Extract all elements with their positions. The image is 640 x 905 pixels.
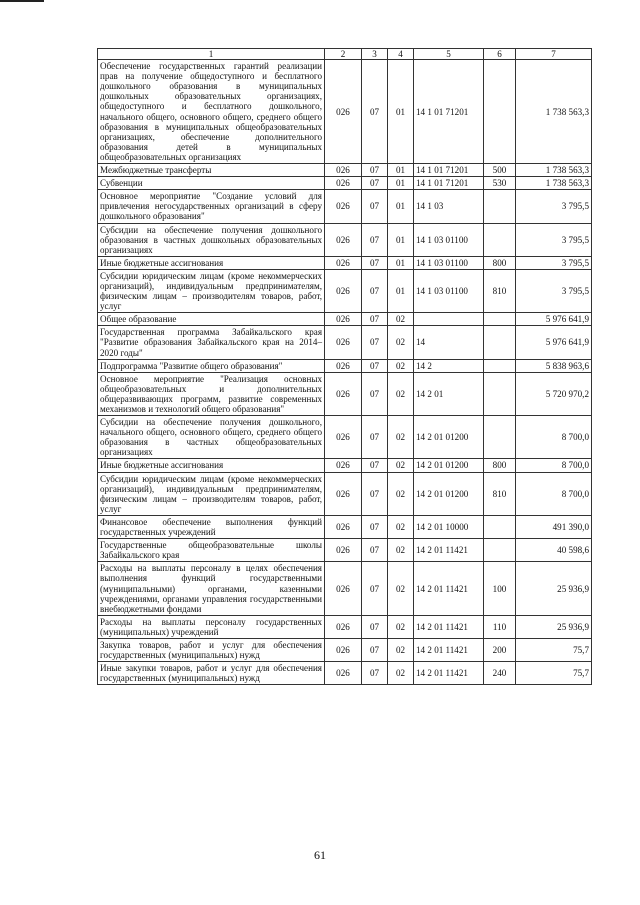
row-name-cell: Субсидии юридическим лицам (кроме некоммерческих организаций), индивидуальным предпринимателям, физическим лицам – производителям товаров, работ, услуг [98, 269, 325, 312]
row-col-7-cell: 8 700,0 [516, 472, 592, 515]
row-col-3-cell: 07 [362, 515, 388, 538]
row-name-cell: Иные бюджетные ассигнования [98, 256, 325, 269]
table-row [98, 539, 592, 562]
table-row [98, 372, 592, 415]
row-col-7-cell: 8 700,0 [516, 459, 592, 472]
row-name-cell: Иные бюджетные ассигнования [98, 459, 325, 472]
row-col-2-cell: 026 [325, 638, 362, 661]
table-row [98, 416, 592, 459]
row-col-6-cell: 110 [484, 615, 516, 638]
table-row [98, 472, 592, 515]
row-col-5-cell: 14 1 01 71201 [414, 60, 484, 164]
row-col-6-cell: 800 [484, 459, 516, 472]
row-col-6-cell: 240 [484, 662, 516, 685]
row-col-2-cell: 026 [325, 562, 362, 615]
row-col-2-cell: 026 [325, 539, 362, 562]
table-row [98, 164, 592, 177]
row-col-3-cell: 07 [362, 326, 388, 359]
row-col-3-cell: 07 [362, 562, 388, 615]
row-col-3-cell: 07 [362, 638, 388, 661]
row-col-4-cell: 01 [388, 223, 414, 256]
row-col-5-cell: 14 2 01 11421 [414, 539, 484, 562]
row-col-4-cell: 02 [388, 638, 414, 661]
row-col-7-cell: 3 795,5 [516, 223, 592, 256]
table-row [98, 269, 592, 312]
table-body [98, 60, 592, 685]
row-name-cell: Общее образование [98, 313, 325, 326]
row-col-4-cell: 01 [388, 269, 414, 312]
row-col-5-cell: 14 1 03 01100 [414, 256, 484, 269]
table-row [98, 459, 592, 472]
row-col-6-cell [484, 326, 516, 359]
row-col-6-cell [484, 539, 516, 562]
row-col-2-cell: 026 [325, 313, 362, 326]
row-col-7-cell: 40 598,6 [516, 539, 592, 562]
row-col-3-cell: 07 [362, 662, 388, 685]
table-row [98, 313, 592, 326]
row-col-2-cell: 026 [325, 60, 362, 164]
row-col-4-cell: 02 [388, 515, 414, 538]
row-col-7-cell: 8 700,0 [516, 416, 592, 459]
row-col-4-cell: 01 [388, 177, 414, 190]
row-col-5-cell: 14 2 01 11421 [414, 662, 484, 685]
row-col-7-cell: 25 936,9 [516, 562, 592, 615]
row-col-7-cell: 5 976 641,9 [516, 326, 592, 359]
row-col-7-cell: 5 976 641,9 [516, 313, 592, 326]
row-col-6-cell [484, 223, 516, 256]
row-col-3-cell: 07 [362, 459, 388, 472]
row-col-5-cell: 14 2 01 01200 [414, 416, 484, 459]
row-col-2-cell: 026 [325, 164, 362, 177]
table-header-row [98, 49, 592, 60]
row-col-3-cell: 07 [362, 256, 388, 269]
row-col-5-cell: 14 2 01 01200 [414, 459, 484, 472]
row-col-7-cell: 5 838 963,6 [516, 359, 592, 372]
row-col-3-cell: 07 [362, 190, 388, 223]
row-col-2-cell: 026 [325, 326, 362, 359]
row-name-cell: Обеспечение государственных гарантий реализации прав на получение общедоступного и бесплатного дошкольного образования в муниципальных дошкольных образовательных организациях, общедоступного и бесплатного дошкольного, начального общего, основного общего, среднего общего образования в муниципальных общеобразовательных организациях, обеспечение дополнительного образования детей в муниципальных общеобразовательных организациях [98, 60, 325, 164]
row-col-5-cell: 14 2 01 01200 [414, 472, 484, 515]
row-col-4-cell: 02 [388, 359, 414, 372]
row-col-5-cell: 14 1 03 01100 [414, 223, 484, 256]
row-col-4-cell: 01 [388, 256, 414, 269]
row-col-7-cell: 3 795,5 [516, 269, 592, 312]
row-col-6-cell [484, 515, 516, 538]
row-name-cell: Субсидии на обеспечение получения дошкольного, начального общего, основного общего, среднего общего образования в частных общеобразовательных организациях [98, 416, 325, 459]
row-name-cell: Иные закупки товаров, работ и услуг для обеспечения государственных (муниципальных) нужд [98, 662, 325, 685]
row-name-cell: Государственные общеобразовательные школы Забайкальского края [98, 539, 325, 562]
row-col-6-cell: 100 [484, 562, 516, 615]
row-col-2-cell: 026 [325, 177, 362, 190]
row-name-cell: Основное мероприятие "Создание условий для привлечения негосударственных организаций в сферу дошкольного образования" [98, 190, 325, 223]
row-col-2-cell: 026 [325, 662, 362, 685]
row-col-7-cell: 3 795,5 [516, 190, 592, 223]
row-col-6-cell [484, 60, 516, 164]
row-col-4-cell: 02 [388, 615, 414, 638]
row-col-6-cell [484, 313, 516, 326]
row-col-7-cell: 3 795,5 [516, 256, 592, 269]
row-col-2-cell: 026 [325, 223, 362, 256]
row-col-4-cell: 02 [388, 662, 414, 685]
row-col-6-cell [484, 416, 516, 459]
table-row [98, 662, 592, 685]
row-col-6-cell: 810 [484, 472, 516, 515]
header-col-6: 6 [484, 49, 516, 60]
table-row [98, 190, 592, 223]
row-col-7-cell: 1 738 563,3 [516, 177, 592, 190]
row-col-2-cell: 026 [325, 515, 362, 538]
row-name-cell: Расходы на выплаты персоналу государственных (муниципальных) учреждений [98, 615, 325, 638]
row-col-6-cell [484, 190, 516, 223]
row-name-cell: Основное мероприятие "Реализация основных общеобразовательных и дополнительных общеразвивающих программ, развитие современных механизмов и технологий общего образования" [98, 372, 325, 415]
row-col-6-cell: 200 [484, 638, 516, 661]
row-col-2-cell: 026 [325, 269, 362, 312]
row-col-4-cell: 02 [388, 472, 414, 515]
row-col-3-cell: 07 [362, 472, 388, 515]
row-col-7-cell: 25 936,9 [516, 615, 592, 638]
row-name-cell: Межбюджетные трансферты [98, 164, 325, 177]
page-number: 61 [314, 848, 326, 862]
row-col-3-cell: 07 [362, 359, 388, 372]
table-row [98, 223, 592, 256]
table-row [98, 326, 592, 359]
row-col-5-cell: 14 2 01 11421 [414, 562, 484, 615]
table-row [98, 256, 592, 269]
row-col-5-cell: 14 [414, 326, 484, 359]
row-name-cell: Расходы на выплаты персоналу в целях обеспечения выполнения функций государственными (муниципальными) органами, казенными учреждениями, органами управления государственными внебюджетными фондами [98, 562, 325, 615]
row-col-6-cell: 810 [484, 269, 516, 312]
row-col-5-cell: 14 1 03 01100 [414, 269, 484, 312]
row-col-2-cell: 026 [325, 190, 362, 223]
row-col-2-cell: 026 [325, 416, 362, 459]
row-col-4-cell: 02 [388, 539, 414, 562]
row-col-3-cell: 07 [362, 313, 388, 326]
header-col-4: 4 [388, 49, 414, 60]
row-col-5-cell: 14 1 03 [414, 190, 484, 223]
row-col-2-cell: 026 [325, 256, 362, 269]
header-col-1: 1 [98, 49, 325, 60]
row-col-5-cell: 14 2 01 11421 [414, 638, 484, 661]
row-col-6-cell [484, 372, 516, 415]
row-name-cell: Подпрограмма "Развитие общего образования" [98, 359, 325, 372]
row-col-7-cell: 5 720 970,2 [516, 372, 592, 415]
top-edge-mark [0, 0, 44, 2]
row-col-5-cell: 14 2 [414, 359, 484, 372]
row-col-3-cell: 07 [362, 539, 388, 562]
row-col-4-cell: 01 [388, 164, 414, 177]
row-col-4-cell: 02 [388, 326, 414, 359]
row-col-3-cell: 07 [362, 416, 388, 459]
row-col-4-cell: 02 [388, 459, 414, 472]
table-row [98, 638, 592, 661]
row-col-4-cell: 02 [388, 562, 414, 615]
row-name-cell: Субсидии юридическим лицам (кроме некоммерческих организаций), индивидуальным предпринимателям, физическим лицам – производителям товаров, работ, услуг [98, 472, 325, 515]
header-col-7: 7 [516, 49, 592, 60]
row-col-5-cell: 14 2 01 10000 [414, 515, 484, 538]
row-col-5-cell [414, 313, 484, 326]
row-name-cell: Субвенции [98, 177, 325, 190]
budget-table [97, 48, 592, 685]
row-col-4-cell: 01 [388, 190, 414, 223]
row-name-cell: Закупка товаров, работ и услуг для обеспечения государственных (муниципальных) нужд [98, 638, 325, 661]
row-col-5-cell: 14 2 01 11421 [414, 615, 484, 638]
row-col-7-cell: 75,7 [516, 662, 592, 685]
table-row [98, 177, 592, 190]
row-col-3-cell: 07 [362, 177, 388, 190]
row-col-4-cell: 01 [388, 60, 414, 164]
row-col-7-cell: 1 738 563,3 [516, 164, 592, 177]
row-col-3-cell: 07 [362, 60, 388, 164]
row-col-2-cell: 026 [325, 372, 362, 415]
row-col-5-cell: 14 1 01 71201 [414, 177, 484, 190]
row-name-cell: Субсидии на обеспечение получения дошкольного образования в частных дошкольных образовательных организациях [98, 223, 325, 256]
row-col-7-cell: 491 390,0 [516, 515, 592, 538]
table-row [98, 60, 592, 164]
row-col-6-cell: 530 [484, 177, 516, 190]
row-col-5-cell: 14 1 01 71201 [414, 164, 484, 177]
header-col-5: 5 [414, 49, 484, 60]
row-col-7-cell: 1 738 563,3 [516, 60, 592, 164]
row-name-cell: Государственная программа Забайкальского края "Развитие образования Забайкальского края на 2014–2020 годы" [98, 326, 325, 359]
row-col-3-cell: 07 [362, 372, 388, 415]
row-col-6-cell: 500 [484, 164, 516, 177]
table-row [98, 515, 592, 538]
row-col-3-cell: 07 [362, 223, 388, 256]
row-col-2-cell: 026 [325, 359, 362, 372]
row-col-4-cell: 02 [388, 372, 414, 415]
row-col-4-cell: 02 [388, 416, 414, 459]
row-col-2-cell: 026 [325, 615, 362, 638]
header-col-3: 3 [362, 49, 388, 60]
row-col-2-cell: 026 [325, 472, 362, 515]
row-col-4-cell: 02 [388, 313, 414, 326]
table-row [98, 615, 592, 638]
header-col-2: 2 [325, 49, 362, 60]
row-col-6-cell [484, 359, 516, 372]
row-col-3-cell: 07 [362, 615, 388, 638]
row-name-cell: Финансовое обеспечение выполнения функций государственных учреждений [98, 515, 325, 538]
row-col-2-cell: 026 [325, 459, 362, 472]
row-col-5-cell: 14 2 01 [414, 372, 484, 415]
row-col-3-cell: 07 [362, 164, 388, 177]
row-col-7-cell: 75,7 [516, 638, 592, 661]
table-row [98, 562, 592, 615]
table-row [98, 359, 592, 372]
row-col-3-cell: 07 [362, 269, 388, 312]
row-col-6-cell: 800 [484, 256, 516, 269]
